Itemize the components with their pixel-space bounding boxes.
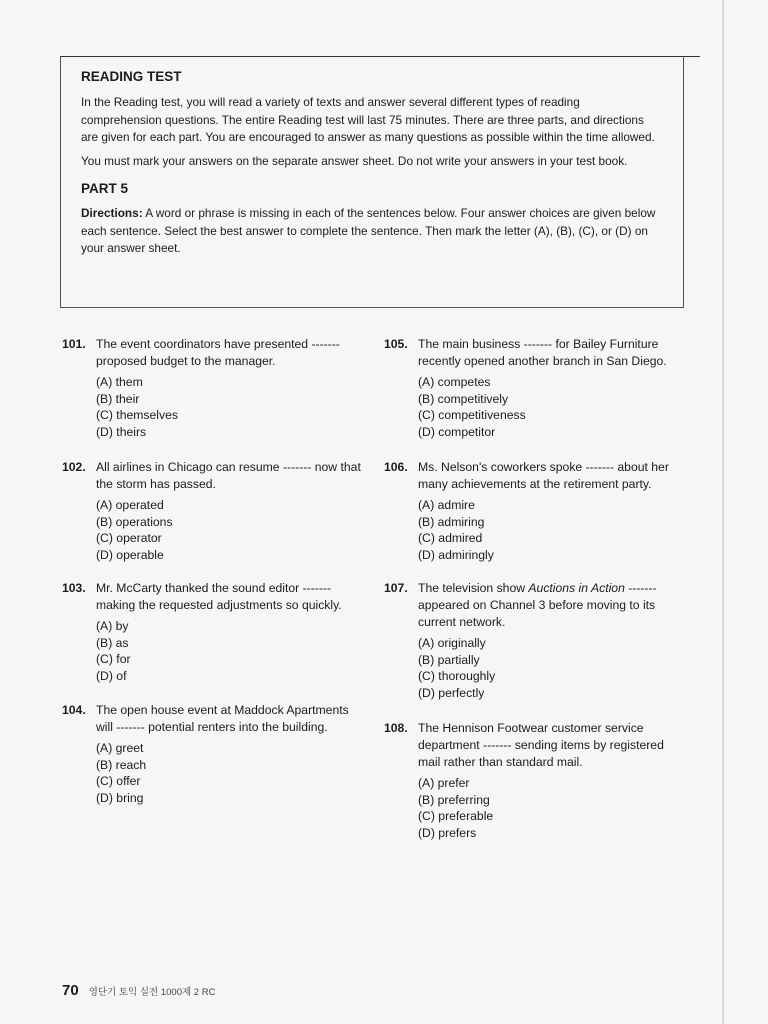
answer-option-d: (D) admiringly (418, 547, 494, 562)
question-101 (62, 336, 362, 440)
question-number: 104. (62, 703, 86, 717)
page-edge-shadow (722, 0, 724, 1024)
question-stem: The event coordinators have presented ------- proposed budget to the manager. (96, 337, 340, 368)
question-107 (384, 580, 686, 701)
answer-option-c: (C) offer (96, 774, 141, 789)
question-number: 108. (384, 721, 408, 735)
stem-suffix: ------- appeared on Channel 3 before moving to its current network. (418, 581, 657, 629)
answer-option-c: (C) competitiveness (418, 408, 526, 423)
answer-option-d: (D) operable (96, 547, 164, 562)
directions-text: A word or phrase is missing in each of the sentences below. Four answer choices are given below each sentence. Select the best answer to complete the sentence. Then mark the letter (A), (B), (C), or (D) on your answer sheet. (81, 206, 656, 255)
answer-option-b: (B) as (96, 635, 129, 650)
answer-option-b: (B) admiring (418, 514, 485, 529)
answer-option-b: (B) preferring (418, 792, 490, 807)
answer-option-d: (D) bring (96, 790, 144, 805)
question-102 (62, 459, 362, 563)
question-106 (384, 459, 686, 563)
answer-option-b: (B) competitively (418, 391, 509, 406)
question-108 (384, 720, 686, 841)
question-number: 102. (62, 460, 86, 474)
answer-option-c: (C) operator (96, 531, 162, 546)
answer-option-b: (B) reach (96, 757, 147, 772)
answer-option-a: (A) them (96, 375, 143, 389)
answer-option-a: (A) competes (418, 375, 491, 389)
answer-option-c: (C) for (96, 652, 131, 667)
question-stem: The Hennison Footwear customer service department ------- sending items by registered mail rather than standard mail. (418, 721, 664, 769)
answer-option-d: (D) perfectly (418, 685, 485, 700)
answer-option-a: (A) by (96, 619, 129, 633)
answer-option-d: (D) of (96, 668, 127, 683)
answer-option-c: (C) preferable (418, 809, 494, 824)
answer-option-b: (B) operations (96, 514, 173, 529)
answer-sheet-instructions: You must mark your answers on the separate answer sheet. Do not write your answers in your test book. (81, 153, 628, 168)
answer-option-c: (C) thoroughly (418, 669, 496, 684)
question-number: 103. (62, 581, 86, 595)
answer-option-c: (C) admired (418, 531, 483, 546)
page-number: 70 (62, 982, 79, 999)
question-103 (62, 580, 362, 684)
question-number: 107. (384, 581, 408, 595)
question-stem: The main business ------- for Bailey Furniture recently opened another branch in San Diego. (418, 337, 667, 368)
reading-test-instructions: In the Reading test, you will read a variety of texts and answer several different types of reading comprehension questions. The entire Reading test will last 75 minutes. There are three parts, and directions are given for each part. You are encouraged to answer as many questions as possible within the time allowed. (81, 95, 655, 144)
answer-option-c: (C) themselves (96, 408, 178, 423)
reading-test-title: READING TEST (81, 69, 182, 84)
directions-box (60, 56, 684, 308)
question-stem: Mr. McCarty thanked the sound editor ------- making the requested adjustments so quickly. (96, 581, 342, 612)
stem-prefix: The television show (418, 581, 529, 595)
question-stem: All airlines in Chicago can resume ------- now that the storm has passed. (96, 460, 361, 491)
question-number: 101. (62, 337, 86, 351)
part-directions (81, 205, 663, 258)
question-stem: Ms. Nelson's coworkers spoke ------- about her many achievements at the retirement party. (418, 460, 669, 491)
answer-option-a: (A) greet (96, 741, 144, 755)
answer-option-d: (D) competitor (418, 424, 496, 439)
answer-option-b: (B) partially (418, 652, 480, 667)
question-stem: The open house event at Maddock Apartments will ------- potential renters into the building. (96, 703, 349, 734)
question-stem (418, 580, 686, 631)
book-title: 영단기 토익 실전 1000제 2 RC (88, 987, 216, 998)
answer-option-a: (A) operated (96, 498, 164, 512)
answer-option-a: (A) prefer (418, 776, 470, 790)
question-104 (62, 702, 362, 806)
answer-option-b: (B) their (96, 391, 140, 406)
part-title: PART 5 (81, 181, 129, 196)
question-number: 106. (384, 460, 408, 474)
question-105 (384, 336, 686, 440)
show-title: Auctions in Action (528, 581, 625, 595)
page-footer (62, 982, 215, 999)
answer-option-d: (D) theirs (96, 424, 147, 439)
answer-option-a: (A) admire (418, 498, 475, 512)
directions-label: Directions: (81, 206, 143, 220)
answer-option-d: (D) prefers (418, 825, 477, 840)
question-number: 105. (384, 337, 408, 351)
answer-option-a: (A) originally (418, 636, 486, 650)
